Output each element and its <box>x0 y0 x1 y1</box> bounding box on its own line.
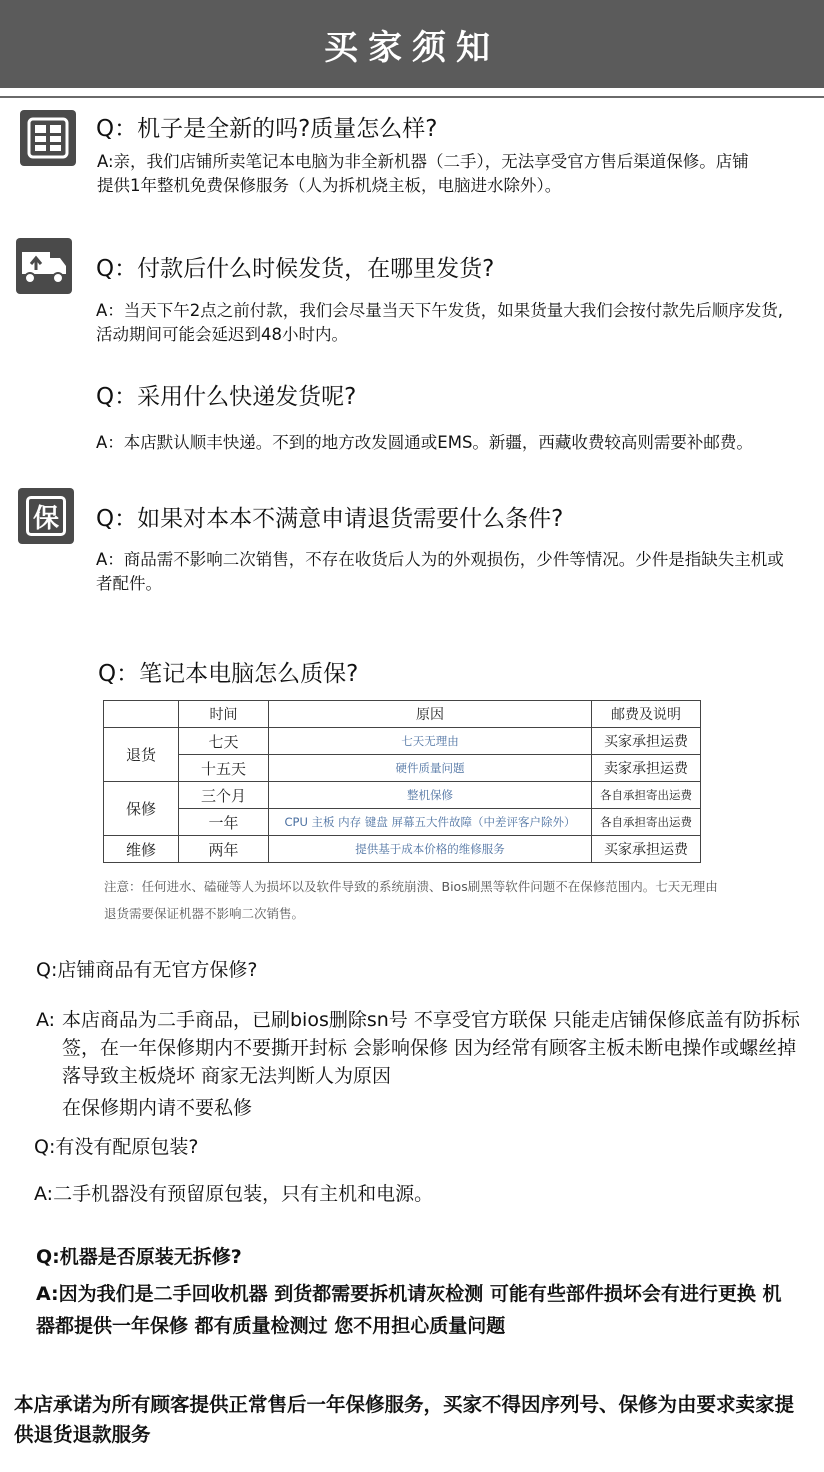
table-cell-reason: 整机保修 <box>269 782 592 809</box>
table-cell-category: 保修 <box>104 782 179 836</box>
faq-answer-2: A：当天下午2点之前付款，我们会尽量当天下午发货，如果货量大我们会按付款先后顺序发货,活动期间可能会延迟到48小时内。 <box>96 301 784 344</box>
warranty-table <box>103 700 701 863</box>
table-header <box>104 701 179 728</box>
faq-answer-3: A：本店默认顺丰快递。不到的地方改发圆通或EMS。新疆，西藏收费较高则需要补邮费。 <box>96 433 753 452</box>
table-header: 原因 <box>269 701 592 728</box>
table-cell-fee: 买家承担运费 <box>592 728 701 755</box>
faq-question-5: Q：笔记本电脑怎么质保? <box>98 661 359 687</box>
table-row <box>104 755 701 782</box>
truck-icon <box>16 238 72 294</box>
faq-question-2: Q：付款后什么时候发货，在哪里发货? <box>96 256 495 282</box>
faq2-question-1: Q:店铺商品有无官方保修? <box>36 959 258 981</box>
faq2-answer-3: A:因为我们是二手回收机器 到货都需要拆机请灰检测 可能有些部件损坏会有进行更换 机器都提供一年保修 都有质量检测过 您不用担心质量问题 <box>36 1283 782 1337</box>
page-header <box>0 0 824 88</box>
table-cell-fee: 各自承担寄出运费 <box>592 782 701 809</box>
table-cell-reason: 七天无理由 <box>269 728 592 755</box>
table-cell-category: 维修 <box>104 836 179 863</box>
header-divider <box>0 96 824 98</box>
table-row <box>104 809 701 836</box>
table-cell-reason: 硬件质量问题 <box>269 755 592 782</box>
warranty-note: 注意：任何进水、磕碰等人为损坏以及软件导致的系统崩溃、Bios刷黑等软件问题不在保修范围内。七天无理由退货需要保证机器不影响二次销售。 <box>104 879 718 921</box>
faq2-question-3: Q:机器是否原装无拆修? <box>36 1246 242 1268</box>
faq-question-3: Q：采用什么快递发货呢? <box>96 384 357 410</box>
faq-question-4: Q：如果对本本不满意申请退货需要什么条件? <box>96 506 564 532</box>
faq2-answer-2: A:二手机器没有预留原包装，只有主机和电源。 <box>34 1183 434 1205</box>
table-cell-fee: 买家承担运费 <box>592 836 701 863</box>
faq2-answer-1-extra: 在保修期内请不要私修 <box>62 1097 253 1119</box>
faq-question-1: Q：机子是全新的吗?质量怎么样? <box>96 116 438 142</box>
table-row <box>104 782 701 809</box>
table-row <box>104 728 701 755</box>
table-cell-reason: CPU 主板 内存 键盘 屏幕五大件故障（中差评客户除外） <box>269 809 592 836</box>
table-header: 邮费及说明 <box>592 701 701 728</box>
table-header-row <box>104 701 701 728</box>
service-promise: 本店承诺为所有顾客提供正常售后一年保修服务，买家不得因序列号、保修为由要求卖家提供退货退款服务 <box>14 1393 795 1446</box>
faq2-question-2: Q:有没有配原包装? <box>34 1136 199 1158</box>
table-cell-time: 十五天 <box>179 755 269 782</box>
table-cell-time: 两年 <box>179 836 269 863</box>
list-icon <box>20 110 76 166</box>
table-cell-time: 一年 <box>179 809 269 836</box>
faq-answer-1: A:亲，我们店铺所卖笔记本电脑为非全新机器（二手），无法享受官方售后渠道保修。店铺提供1年整机免费保修服务（人为拆机烧主板，电脑进水除外）。 <box>97 152 749 195</box>
table-cell-fee: 卖家承担运费 <box>592 755 701 782</box>
faq2-answer-1-prefix: A: <box>36 1009 56 1031</box>
page-title: 买家须知 <box>324 27 500 68</box>
table-cell-time: 七天 <box>179 728 269 755</box>
table-row <box>104 836 701 863</box>
table-cell-category: 退货 <box>104 728 179 782</box>
faq-answer-4: A：商品需不影响二次销售，不存在收货后人为的外观损伤，少件等情况。少件是指缺失主机或者配件。 <box>96 550 784 593</box>
table-cell-reason: 提供基于成本价格的维修服务 <box>269 836 592 863</box>
shield-bao-icon: 保 <box>18 488 74 544</box>
table-header: 时间 <box>179 701 269 728</box>
table-cell-time: 三个月 <box>179 782 269 809</box>
table-cell-fee: 各自承担寄出运费 <box>592 809 701 836</box>
faq2-answer-1: 本店商品为二手商品，已刷bios删除sn号 不享受官方联保 只能走店铺保修底盖有防拆标签，在一年保修期内不要撕开封标 会影响保修 因为经常有顾客主板未断电操作或螺丝掉落导致主板烧坏 商家无法判断人为原因 <box>62 1009 800 1087</box>
